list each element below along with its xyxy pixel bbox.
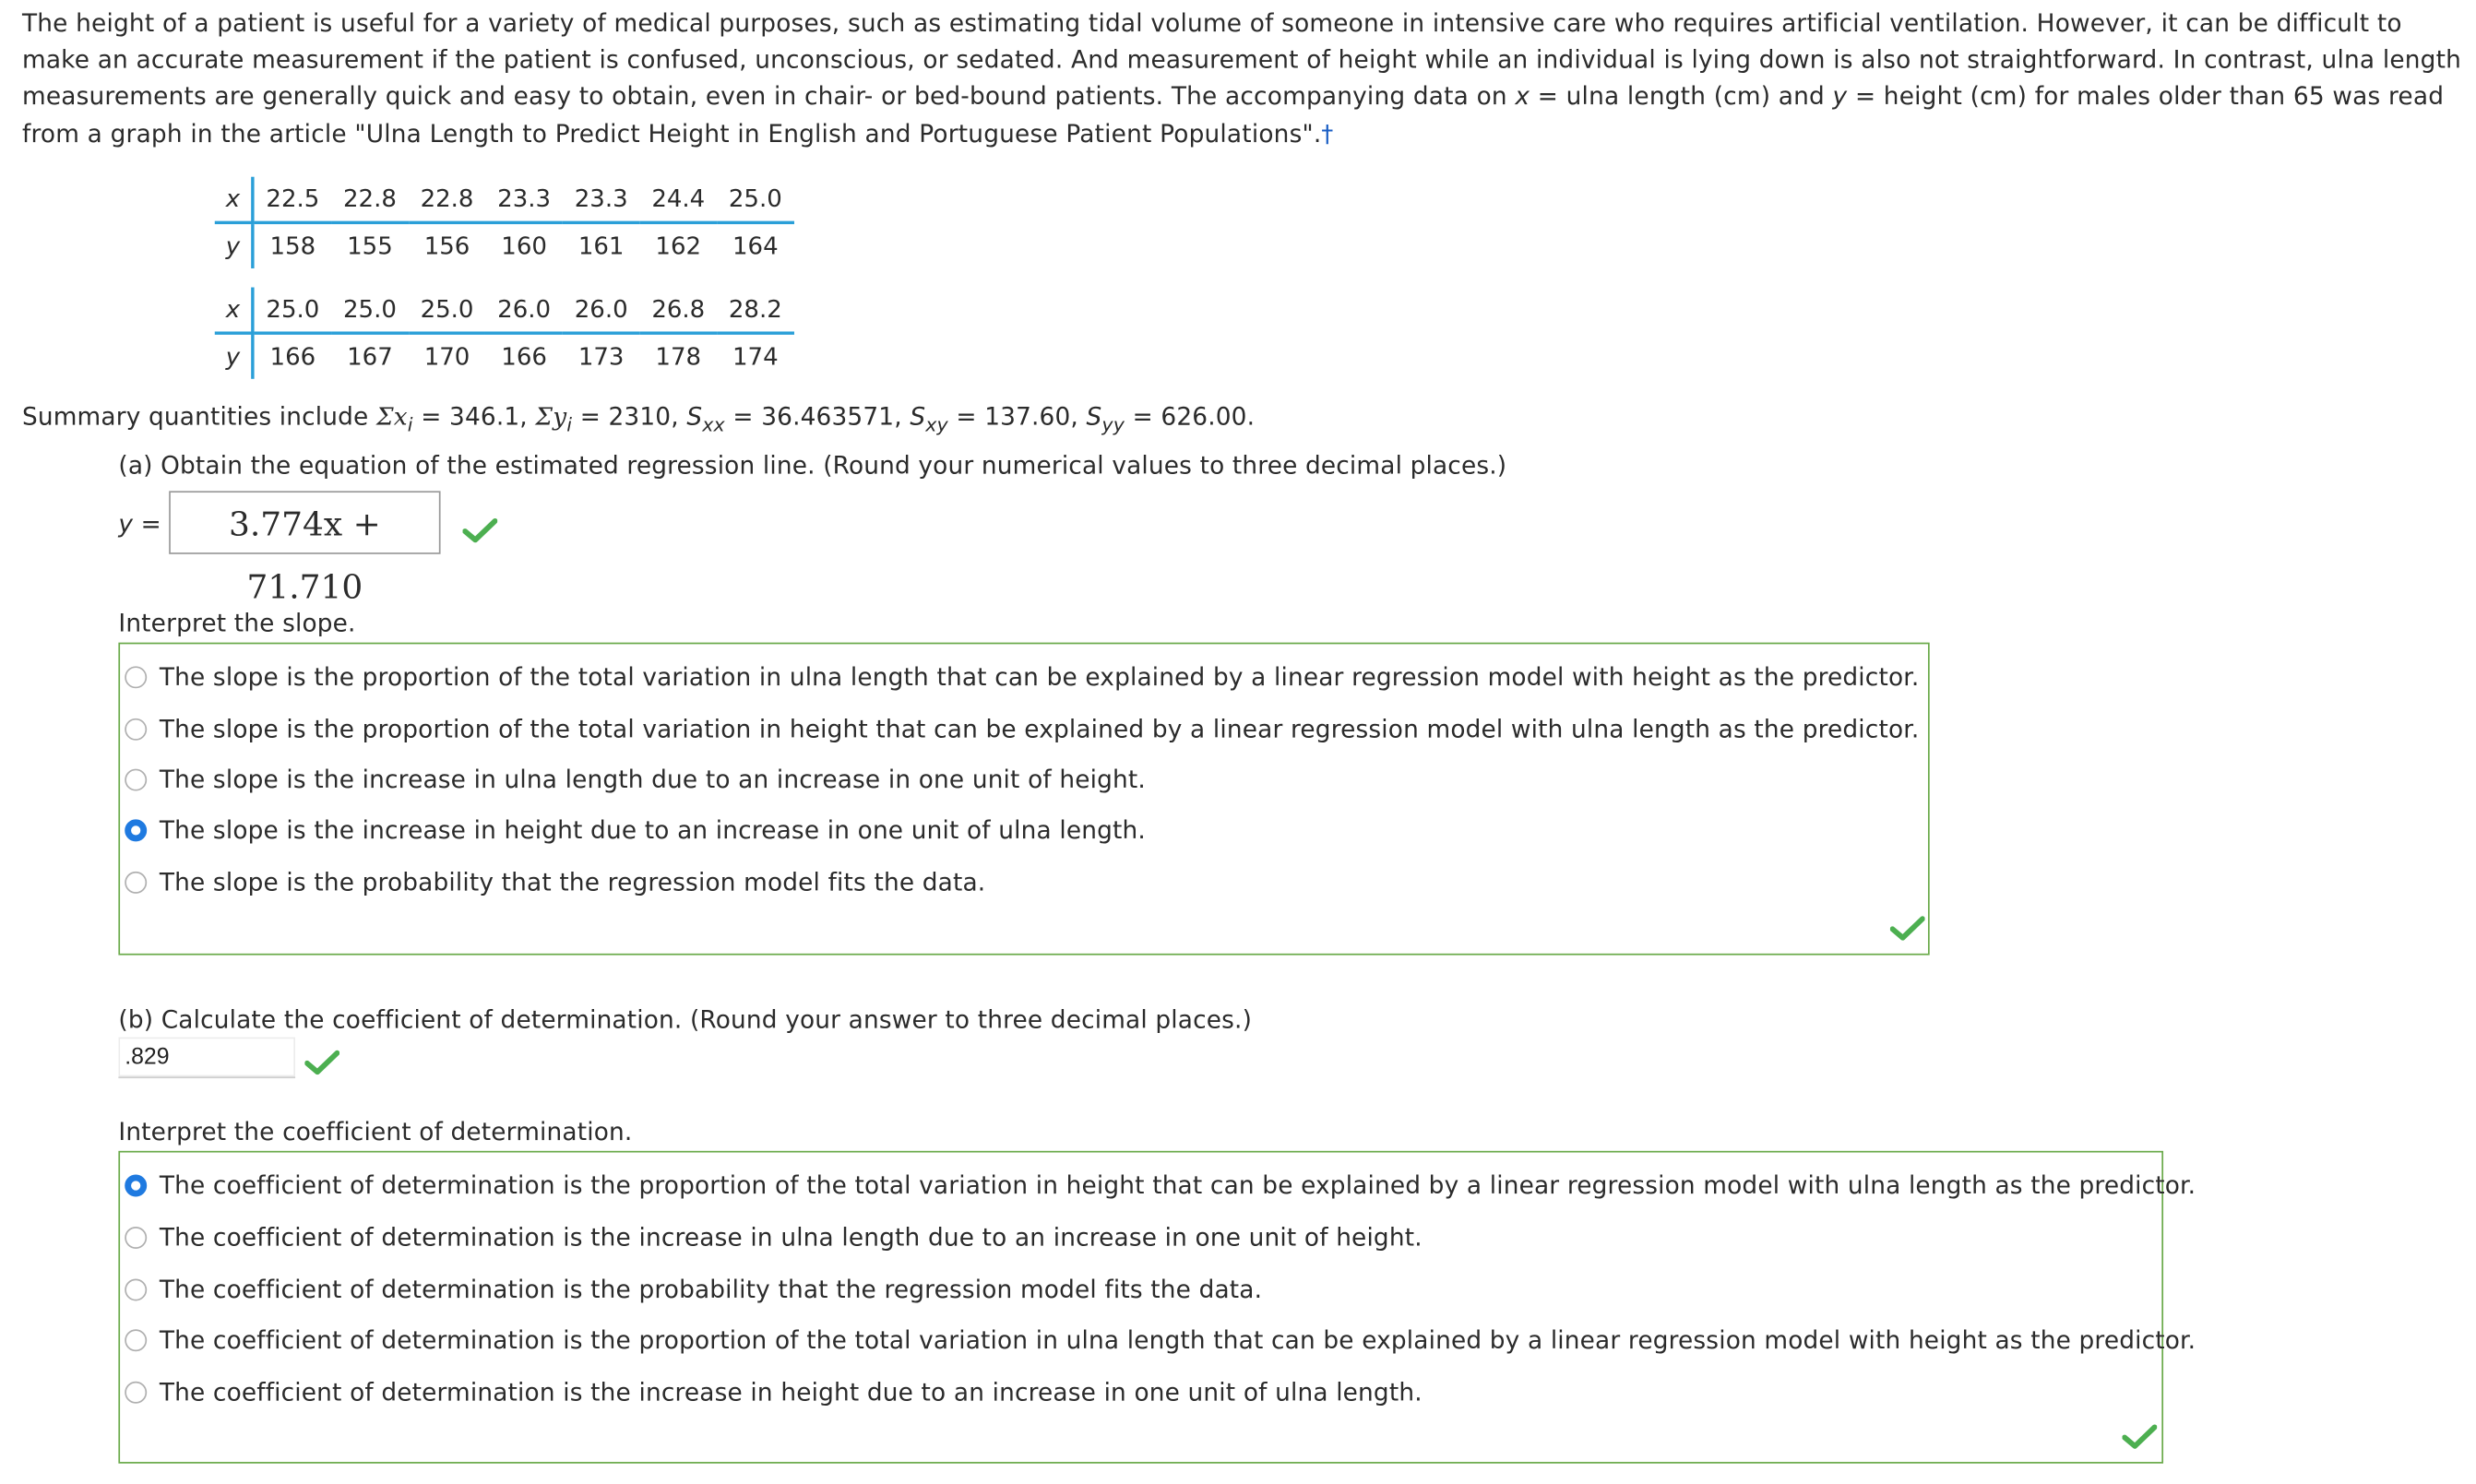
sum-x-value: = 346.1, [412, 402, 536, 432]
data-table-2 [215, 288, 794, 379]
x-value: 23.3 [485, 177, 563, 223]
radio-button[interactable] [125, 718, 147, 741]
y-label: y [215, 222, 253, 268]
slope-interpret-prompt: Interpret the slope. [118, 609, 356, 638]
equation-y-label: y = [118, 509, 161, 539]
subscript-xx: xx [702, 413, 725, 436]
y-value: 162 [655, 232, 702, 261]
y-value: 158 [269, 232, 316, 261]
slope-option-label: The slope is the probability that the regression model fits the data. [159, 868, 986, 897]
y-variable: y [1832, 82, 1848, 112]
x-value: 26.8 [639, 288, 717, 334]
radio-button[interactable] [125, 666, 147, 688]
x-value: 25.0 [253, 288, 331, 334]
slope-option[interactable] [125, 759, 1146, 801]
syy-value: = 626.00. [1125, 402, 1256, 432]
check-icon [304, 1050, 339, 1074]
cod-option-label: The coefficient of determination is the proportion of the total variation in ulna length that can be explained by a linear regression model with height as the predictor. [159, 1325, 2196, 1355]
subscript-i: i [407, 413, 413, 436]
x-value: 26.0 [485, 288, 563, 334]
coefficient-of-determination-input[interactable] [118, 1038, 295, 1079]
slope-option-label: The slope is the proportion of the total variation in ulna length that can be explained by a linear regression model with height as the predictor. [159, 662, 1920, 692]
check-icon [1890, 916, 1925, 941]
sum-x-symbol: Σx [375, 402, 408, 432]
slope-option[interactable] [125, 709, 1919, 751]
slope-option[interactable] [125, 862, 985, 904]
sum-y-symbol: Σy [535, 402, 567, 432]
y-value: 174 [732, 342, 779, 372]
check-icon [463, 517, 498, 542]
cod-option-label: The coefficient of determination is the probability that the regression model fits the data. [159, 1276, 1263, 1304]
cod-option[interactable] [125, 1371, 1423, 1413]
cod-interpret-prompt: Interpret the coefficient of determination. [118, 1117, 633, 1146]
y-value: 161 [577, 232, 625, 261]
part-a-prompt: (a) Obtain the equation of the estimated regression line. (Round your numerical values to three decimal places.) [118, 451, 1507, 481]
y-value: 156 [423, 232, 470, 261]
sxx-value: = 36.463571, [724, 402, 911, 432]
slope-option-selected[interactable] [125, 810, 1146, 851]
cod-option[interactable] [125, 1269, 1262, 1311]
y-value: 160 [501, 232, 547, 261]
radio-button[interactable] [125, 1329, 147, 1351]
y-value: 155 [347, 232, 393, 261]
check-icon [2123, 1424, 2158, 1449]
subscript-xy: xy [925, 413, 948, 436]
y-value: 167 [347, 342, 393, 372]
s-symbol: S [1086, 402, 1102, 432]
cod-option-label: The coefficient of determination is the increase in ulna length due to an increase in one unit of height. [159, 1223, 1423, 1252]
radio-button[interactable] [125, 1278, 147, 1300]
x-row [215, 177, 794, 223]
x-value: 25.0 [717, 177, 794, 223]
cod-choices [118, 1151, 2196, 1464]
y-value: 170 [423, 342, 470, 372]
y-row [215, 333, 794, 379]
x-value: 24.4 [639, 177, 717, 223]
data-table-1 [215, 177, 794, 268]
s-symbol: S [686, 402, 703, 432]
x-value: 23.3 [563, 177, 640, 223]
y-value: 173 [577, 342, 625, 372]
regression-equation-answer[interactable]: 3.774x + 71.710 [169, 491, 440, 553]
y-value: 178 [655, 342, 702, 372]
footnote-dagger-link[interactable]: † [1321, 119, 1334, 148]
x-label: x [215, 177, 253, 223]
x-value: 26.0 [563, 288, 640, 334]
problem-statement [22, 6, 2462, 153]
slope-option[interactable] [125, 657, 1919, 698]
radio-button[interactable] [125, 1227, 147, 1249]
y-value: 164 [732, 232, 779, 261]
x-value: 22.8 [331, 177, 409, 223]
radio-button[interactable] [125, 872, 147, 894]
cod-option-selected[interactable] [125, 1165, 2196, 1206]
part-b-prompt: (b) Calculate the coefficient of determination. (Round your answer to three decimal places.) [118, 1005, 1253, 1035]
cod-option-label: The coefficient of determination is the proportion of the total variation in height that can be explained by a linear regression model with ulna length as the predictor. [159, 1171, 2196, 1200]
x-variable: x [1515, 82, 1530, 112]
cod-option-label: The coefficient of determination is the increase in height due to an increase in one unit of ulna length. [159, 1378, 1423, 1407]
y-value: 166 [501, 342, 547, 372]
x-label: x [215, 288, 253, 334]
x-row [215, 288, 794, 334]
slope-option-label: The slope is the increase in height due to an increase in one unit of ulna length. [159, 815, 1146, 845]
y-value: 166 [269, 342, 316, 372]
slope-option-label: The slope is the proportion of the total variation in height that can be explained by a linear regression model with ulna length as the predictor. [159, 715, 1920, 744]
y-row [215, 222, 794, 268]
s-symbol: S [910, 402, 926, 432]
subscript-i: i [566, 413, 573, 436]
summary-lead: Summary quantities include [21, 402, 376, 432]
x-value: 22.8 [409, 177, 486, 223]
cod-option[interactable] [125, 1217, 1423, 1259]
cod-option[interactable] [125, 1320, 2196, 1361]
x-value: 25.0 [331, 288, 409, 334]
radio-button[interactable] [125, 1382, 147, 1404]
x-value: 28.2 [717, 288, 794, 334]
x-value: 25.0 [409, 288, 486, 334]
sxy-value: = 137.60, [947, 402, 1087, 432]
intro-text-2: = ulna length (cm) and [1530, 82, 1833, 112]
subscript-yy: yy [1101, 413, 1125, 436]
x-value: 22.5 [253, 177, 331, 223]
slope-choices [118, 643, 1929, 956]
intro-text-3: = height (cm) for males older than 65 was read from a graph in the article "Ulna Length to Predict Height in English and Portuguese Patient Populations". [21, 82, 2445, 148]
radio-button[interactable] [125, 769, 147, 791]
radio-button-selected[interactable] [125, 1175, 147, 1197]
radio-button-selected[interactable] [125, 819, 147, 841]
sum-y-value: = 2310, [572, 402, 687, 432]
y-label: y [215, 333, 253, 379]
summary-quantities [22, 402, 1255, 435]
slope-option-label: The slope is the increase in ulna length due to an increase in one unit of height. [159, 766, 1146, 794]
intro-text-1: The height of a patient is useful for a variety of medical purposes, such as estimating tidal volume of someone in intensive care who requires artificial ventilation. However, it can be difficult to make an accurate measurement if the patient is confused, unconscious, or sedated. And measurement of height while an individual is lying down is also not straightforward. In contrast, ulna length measurements are generally quick and easy to obtain, even in chair- or bed-bound patients. The accompanying data on [21, 9, 2462, 112]
